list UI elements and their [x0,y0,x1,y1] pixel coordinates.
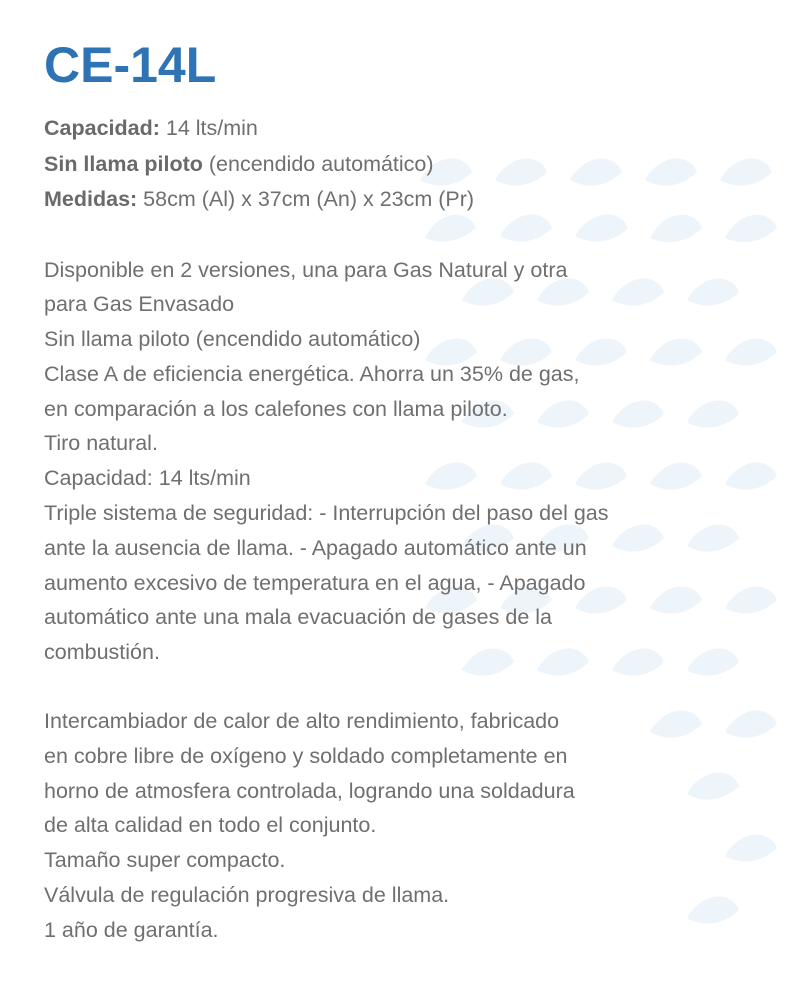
spec-value-capacity: 14 lts/min [159,116,258,140]
spec-value-dimensions: 58cm (Al) x 37cm (An) x 23cm (Pr) [137,187,475,211]
description-line: en cobre libre de oxígeno y soldado completamente en [44,743,568,768]
description-line: Capacidad: 14 lts/min [44,466,251,491]
spec-label-dimensions: Medidas: [44,187,138,211]
spec-dimensions [44,182,724,218]
spec-capacity [44,111,724,147]
description-block-1 [44,253,724,671]
product-specs [44,111,724,218]
description-line: 1 año de garantía. [44,917,219,942]
description-line: combustión. [44,640,160,665]
description-line: ante la ausencia de llama. - Apagado automático ante un [44,535,587,560]
description-line: Clase A de eficiencia energética. Ahorra un 35% de gas, [44,361,580,386]
spec-value-pilot-flame: (encendido automático) [202,151,434,176]
description-line: automático ante una mala evacuación de gases de la [44,605,552,630]
description-line: Disponible en 2 versiones, una para Gas Natural y otra [44,257,568,282]
description-line: de alta calidad en todo el conjunto. [44,813,377,838]
spec-label-capacity: Capacidad: [44,116,160,140]
description-line: Tamaño super compacto. [44,848,286,873]
description-line: Intercambiador de calor de alto rendimiento, fabricado [44,709,560,734]
description-line: en comparación a los calefones con llama piloto. [44,396,508,421]
description-line: aumento excesivo de temperatura en el agua, - Apagado [44,570,586,595]
description-line: Sin llama piloto (encendido automático) [44,327,421,352]
product-title: CE-14L [44,37,217,93]
product-description [44,34,724,948]
description-line: Tiro natural. [44,431,158,456]
description-line: Triple sistema de seguridad: - Interrupción del paso del gas [44,501,609,526]
description-block-2 [44,704,724,948]
description-line: horno de atmosfera controlada, logrando una soldadura [44,778,575,803]
spec-pilot-flame [44,147,724,183]
description-line: Válvula de regulación progresiva de llama. [44,883,450,908]
spec-label-pilot-flame: Sin llama piloto [44,151,203,176]
description-line: para Gas Envasado [44,292,235,317]
